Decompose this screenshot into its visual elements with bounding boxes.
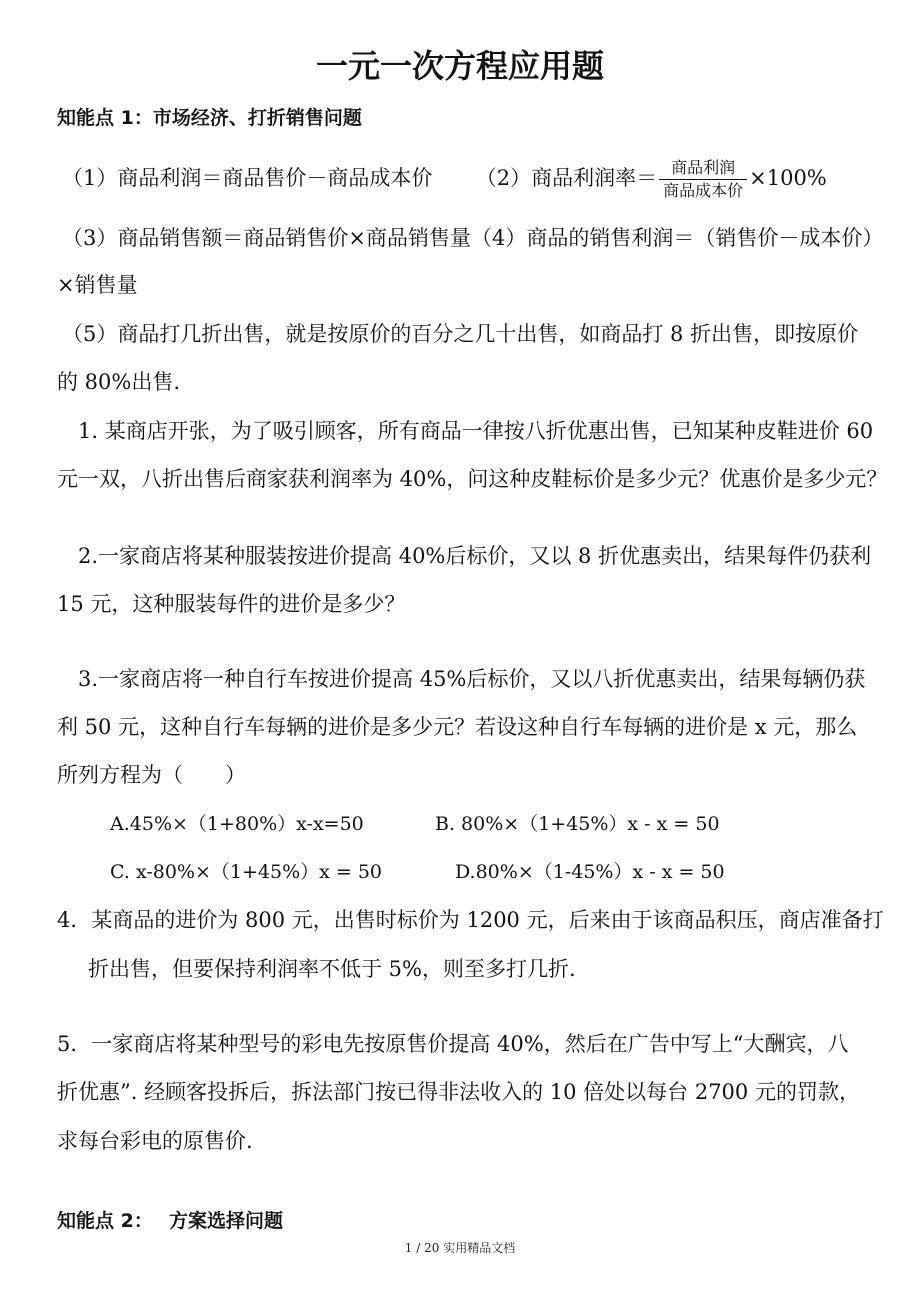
formula-2-suffix: ×100% — [749, 166, 827, 190]
choice-b: B. 80%×（1+45%）x - x = 50 — [435, 813, 720, 835]
section-1-heading: 知能点 1：市场经济、打折销售问题 — [57, 107, 362, 129]
page-footer: 1 / 20 实用精品文档 — [404, 1241, 516, 1255]
formula-1: （1）商品利润＝商品售价－商品成本价 — [62, 166, 433, 190]
question-2-line-1: 2.一家商店将某种服装按进价提高 40%后标价，又以 8 折优惠卖出，结果每件仍获利 — [78, 544, 872, 568]
question-3-line-1: 3.一家商店将一种自行车按进价提高 45%后标价，又以八折优惠卖出，结果每辆仍获 — [78, 667, 866, 691]
page-title: 一元一次方程应用题 — [315, 47, 604, 85]
formula-3-line-1: （3）商品销售额＝商品销售价×商品销售量（4）商品的销售利润＝（销售价－成本价） — [62, 226, 884, 250]
formula-3-line-2: ×销售量 — [57, 273, 138, 297]
formula-line-1-2 — [62, 158, 827, 201]
formula-5-line-1: （5）商品打几折出售，就是按原价的百分之几十出售，如商品打 8 折出售，即按原价 — [62, 322, 859, 346]
formula-2-prefix: （2）商品利润率＝ — [475, 166, 658, 190]
choice-c: C. x-80%×（1+45%）x = 50 — [110, 861, 383, 883]
question-3-line-3: 所列方程为（ ） — [57, 763, 246, 787]
question-4-line-1: 4．某商品的进价为 800 元，出售时标价为 1200 元，后来由于该商品积压，商店准备打 — [57, 908, 884, 932]
fraction-denominator: 商品成本价 — [663, 181, 744, 200]
fraction-numerator: 商品利润 — [659, 158, 747, 180]
choice-a: A.45%×（1+80%）x-x=50 — [110, 813, 364, 835]
question-3-line-2: 利 50 元，这种自行车每辆的进价是多少元？若设这种自行车每辆的进价是 x 元，那么 — [57, 715, 858, 739]
choice-d: D.80%×（1-45%）x - x = 50 — [455, 861, 725, 883]
question-5-line-2: 折优惠”. 经顾客投拆后，拆法部门按已得非法收入的 10 倍处以每台 2700 元的罚款， — [57, 1080, 860, 1104]
question-1-line-2: 元一双，八折出售后商家获利润率为 40%，问这种皮鞋标价是多少元？优惠价是多少元？ — [57, 467, 888, 491]
question-5-line-1: 5．一家商店将某种型号的彩电先按原售价提高 40%，然后在广告中写上“大酬宾，八 — [57, 1032, 849, 1056]
formula-5-line-2: 的 80%出售. — [57, 370, 181, 394]
question-4-line-2: 折出售，但要保持利润率不低于 5%，则至多打几折. — [88, 957, 576, 981]
section-2-heading: 知能点 2： 方案选择问题 — [57, 1210, 283, 1232]
question-5-line-3: 求每台彩电的原售价. — [57, 1129, 253, 1153]
question-2-line-2: 15 元，这种服装每件的进价是多少？ — [57, 592, 406, 616]
question-1-line-1: 1. 某商店开张，为了吸引顾客，所有商品一律按八折优惠出售，已知某种皮鞋进价 60 — [78, 419, 874, 443]
formula-2-fraction — [659, 158, 747, 201]
